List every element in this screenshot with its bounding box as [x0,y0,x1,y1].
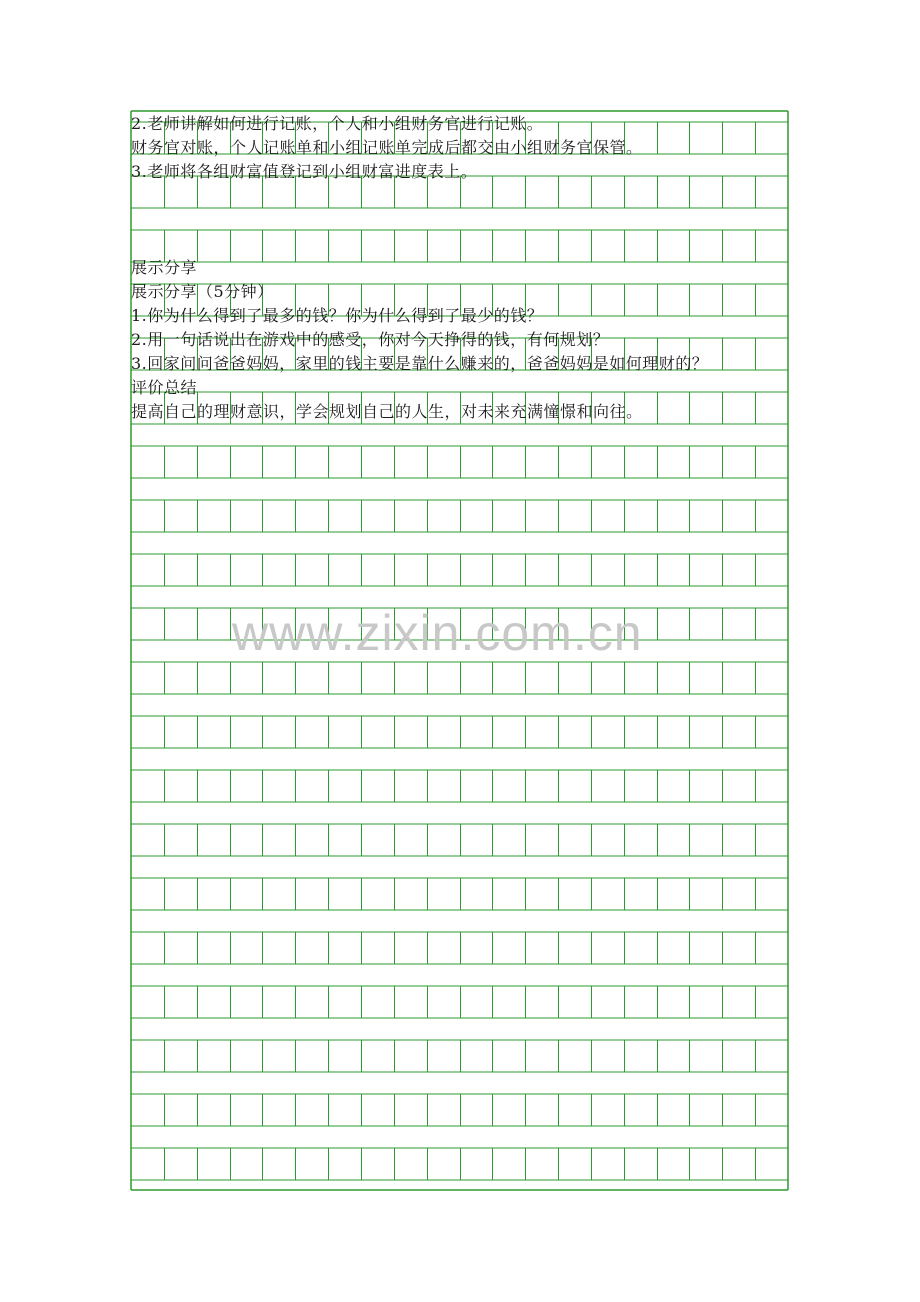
step-2-line: 2.老师讲解如何进行记账，个人和小组财务官进行记账。 [131,114,544,133]
summary-text: 提高自己的理财意识，学会规划自己的人生，对未来充满憧憬和向往。 [131,402,643,421]
section-heading-share: 展示分享 [131,258,198,277]
watermark: www.zixin.com.cn [232,605,643,661]
reconcile-line: 财务官对账，个人记账单和小组记账单完成后都交由小组财务官保管。 [131,138,643,157]
question-2: 2.用一句话说出在游戏中的感受，你对今天挣得的钱，有何规划？ [131,330,610,349]
question-1: 1.你为什么得到了最多的钱？你为什么得到了最少的钱？ [131,306,544,325]
section-heading-summary: 评价总结 [131,378,198,397]
step-3-line: 3.老师将各组财富值登记到小组财富进度表上。 [131,162,478,181]
question-3: 3.回家问问爸爸妈妈，家里的钱主要是靠什么赚来的，爸爸妈妈是如何理财的？ [131,354,709,373]
subsection-share-5min: 展示分享（5分钟） [131,282,274,301]
